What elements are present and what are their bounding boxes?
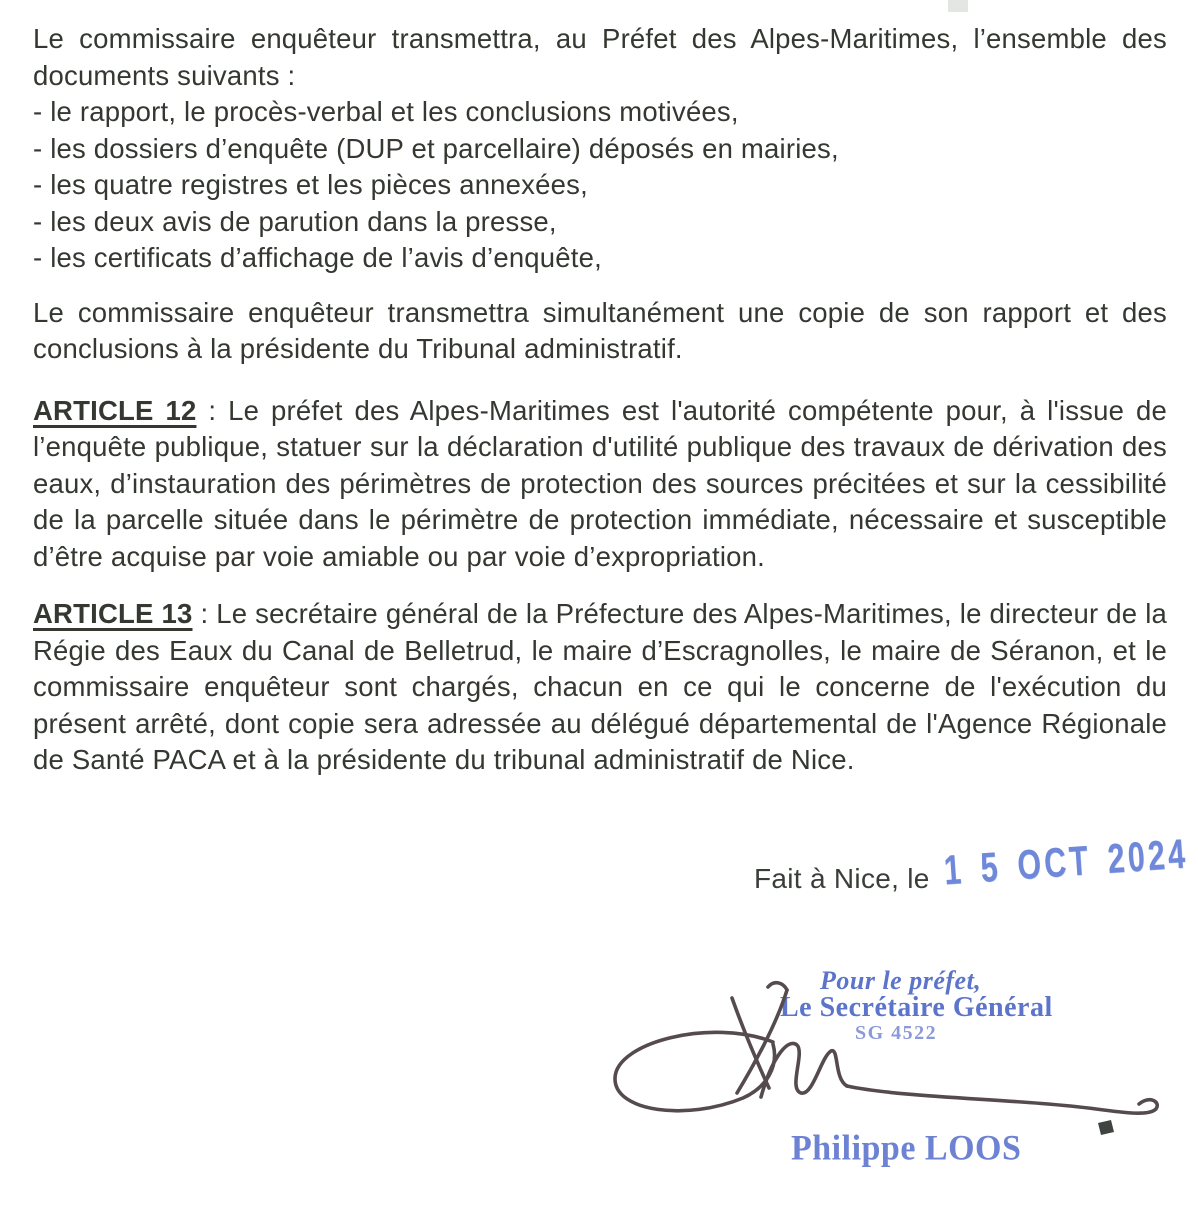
stamp-sg-number: SG 4522 (855, 1022, 938, 1044)
article-13-text: : Le secrétaire général de la Préfecture des Alpes-Maritimes, le directeur de la Régie des Eaux du Canal de Belletrud, le maire d’Escragnolles, le maire de Séranon, et le commissaire enquêteur sont chargés, chacun en ce qui le concerne de l'exécution du présent arrêté, dont copie sera adressée au délégué départemental de l'Agence Régionale de Santé PACA et à la présidente du tribunal administratif de Nice. (33, 598, 1167, 775)
document-list (33, 94, 1167, 277)
date-stamp: 1 5 OCT 2024 (942, 830, 1190, 894)
list-item: - les quatre registres et les pièces annexées, (33, 169, 588, 200)
document-body (33, 0, 1167, 779)
article-12-label: ARTICLE 12 (33, 394, 197, 426)
ink-blob (1098, 1120, 1114, 1135)
dateline-label: Fait à Nice, le (754, 863, 930, 894)
stamp-secretaire-general: Le Secrétaire Général (780, 992, 1053, 1023)
signature-block (0, 960, 1198, 1210)
list-item: - les deux avis de parution dans la presse, (33, 205, 557, 237)
list-item: - les certificats d’affichage de l’avis d’enquête, (33, 242, 602, 273)
stamp-pour-le-prefet: Pour le préfet, (820, 966, 982, 995)
paragraph-copy-tribunal: Le commissaire enquêteur transmettra simultanément une copie de son rapport et des conclusions à la présidente du Tribunal administratif. (33, 296, 1167, 364)
dateline (0, 830, 1198, 923)
article-13-label: ARTICLE 13 (33, 598, 193, 629)
paragraph-transmission: Le commissaire enquêteur transmettra, au Préfet des Alpes-Maritimes, l’ensemble des documents suivants : (33, 23, 1167, 91)
handwritten-signature (590, 974, 1180, 1144)
article-13 (33, 596, 1167, 779)
signatory-name: Philippe LOOS (791, 1129, 1022, 1168)
article-12-text: : Le préfet des Alpes-Maritimes est l'autorité compétente pour, à l'issue de l’enquête publique, statuer sur la déclaration d'utilité publique des travaux de dérivation des eaux, d’instauration des périmètres de protection des sources précitées et sur la cessibilité de la parcelle située dans le périmètre de protection immédiate, nécessaire et susceptible d’être acquise par voie amiable ou par voie d’expropriation. (33, 394, 1167, 572)
list-item: - les dossiers d’enquête (DUP et parcellaire) déposés en mairies, (33, 132, 839, 164)
list-item: - le rapport, le procès-verbal et les conclusions motivées, (33, 96, 739, 127)
article-12 (33, 393, 1167, 576)
